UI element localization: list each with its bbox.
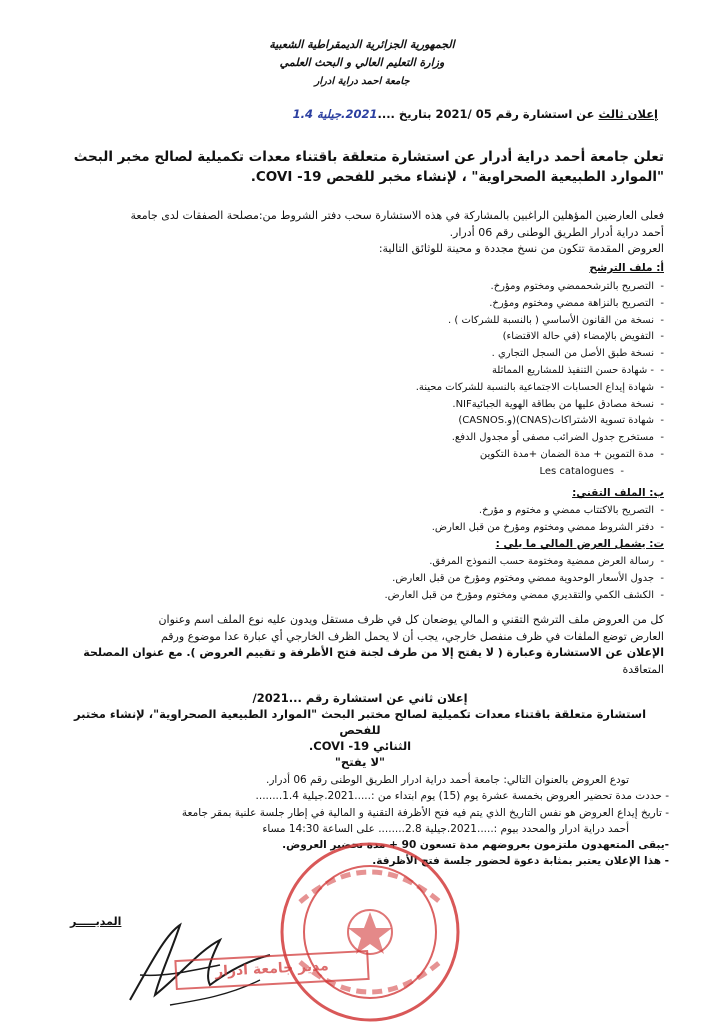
list-item: -نسخة من القانون الأساسي ( بالنسبة للشركات ) .	[448, 314, 664, 326]
section-b-list	[264, 503, 664, 537]
deadline-line: -يبقى المتعهدون ملتزمون بعروضهم مدة تسعون 90 + مدة تحضير العروض.	[282, 839, 669, 852]
second-notice	[60, 690, 660, 770]
deadline-line: أحمد دراية ادرار والمحدد بيوم :.....2021.جيلية 2.8........ على الساعة 14:30 مساء	[262, 822, 629, 835]
list-item: -مستخرج جدول الضرائب مصفى أو مجدول الدفع.	[451, 432, 664, 444]
deadline-line: تودع العروض بالعنوان التالي: جامعة أحمد دراية ادرار الطريق الوطنى رقم 06 أدرار.	[266, 774, 629, 786]
header-university: جامعة احمد دراية ادرار	[314, 76, 410, 87]
conditions-paragraph	[54, 208, 664, 258]
list-item: -مدة التموين + مدة الضمان +مدة التكوين	[479, 448, 664, 460]
do-not-open-label: "لا يفتح"	[334, 755, 386, 770]
header-republic: الجمهورية الجزائرية الديمقراطية الشعبية	[269, 38, 455, 51]
envelopes-line: الإعلان عن الاستشارة وعبارة ( لا يفتح إلا من طرف لجنة فتح الأظرفة و تقييم العروض ). مع عنوان المصلحة	[83, 646, 664, 659]
conditions-line: فعلى العارضين المؤهلين الراغبين بالمشاركة في هذه الاستشارة سحب دفتر الشروط من:مصلحة الصفقات لدى جامعة	[130, 209, 664, 222]
list-item: -رسالة العرض ممضية ومختومة حسب النموذج المرفق.	[429, 556, 664, 567]
director-stamp-text: مدير جامعة ادرار	[214, 958, 330, 980]
section-c-title: ت: يشمل العرض المالي ما يلي :	[495, 538, 664, 550]
header-ministry: وزارة التعليم العالي و البحث العلمي	[279, 56, 445, 69]
announcement-label: إعلان ثالث	[598, 107, 658, 121]
handwritten-date: 2021.جيلية 1.4	[292, 107, 378, 121]
announcement-text: عن استشارة رقم 05 /2021 بتاريخ ....	[377, 107, 599, 121]
announcement-title	[68, 107, 658, 121]
list-item: -شهادة تسوية الاشتراكات(CNAS)(و.CASNOS)	[458, 415, 664, 427]
list-item: -جدول الأسعار الوحدوية ممضي ومختوم ومؤرخ من قبل العارض.	[392, 572, 664, 584]
intro-paragraph: تعلن جامعة أحمد دراية أدرار عن استشارة متعلقة باقتناء معدات تكميلية لصالح مخبر البحث "الموارد الطبيعية الصحراوية" ، لإنشاء مخبر للفحص 19- COVI.	[73, 149, 664, 185]
list-item: -- شهادة حسن التنفيذ للمشاريع المماثلة	[491, 364, 664, 376]
list-item: -التصريح بالنزاهة ممضي ومختوم ومؤرخ.	[489, 297, 664, 309]
deadline-line: - هذا الإعلان يعتبر بمثابة دعوة لحضور جلسة فتح الأظرفة.	[372, 855, 669, 868]
envelopes-paragraph	[54, 612, 664, 678]
list-item: -Les catalogues	[539, 465, 624, 477]
list-item: -التصريح بالاكتتاب ممضي و مختوم و مؤرخ.	[478, 505, 664, 516]
second-notice-title: إعلان ثاني عن استشارة رقم ...2021/	[252, 691, 468, 705]
list-item: -نسخة طبق الأصل من السجل التجاري .	[491, 348, 664, 360]
official-round-stamp	[270, 832, 470, 1032]
envelopes-line: المتعاقدة	[622, 662, 664, 676]
list-item: -شهادة إيداع الحسابات الاجتماعية بالنسبة للشركات محينة.	[415, 381, 664, 393]
deadline-line: - حددت مدة تحضير العروض بخمسة عشرة يوم (15) يوم ابتداء من :.....2021.جيلية 1.4........	[255, 790, 669, 803]
section-a-title: أ: ملف الترشح	[589, 262, 664, 274]
list-item: -التصريح بالترشحممضي ومختوم ومؤرخ.	[490, 281, 664, 292]
list-item: -الكشف الكمي والتقديري ممضي ومختوم ومؤرخ من قبل العارض.	[384, 589, 664, 601]
second-notice-subject-cont: الثنائي 19- COVI.	[308, 739, 412, 754]
second-notice-subject: استشارة متعلقة باقتناء معدات تكميلية لصالح مختبر البحث "الموارد الطبيعية الصحراوية"، لإنشاء مختبر للفحص	[73, 707, 647, 738]
manager-title: المديـــــر	[70, 915, 122, 928]
envelopes-line: كل من العروض ملف الترشح التقني و المالي يوضعان كل في ظرف مستقل ويدون عليه نوع الملف اسم وعنوان	[158, 613, 664, 626]
conditions-line: العروض المقدمة تتكون من نسخ مجددة و محينة للوثائق التالية:	[378, 242, 664, 255]
list-item: -نسخة مصادق عليها من بطاقة الهوية الجبائيةNIF.	[452, 398, 664, 410]
conditions-line: أحمد دراية أدرار الطريق الوطنى رقم 06 أدرار.	[449, 225, 664, 239]
list-item: -دفتر الشروط ممضي ومختوم ومؤرخ من قبل العارض.	[431, 521, 664, 533]
envelopes-line: العارض توضع الملفات في ظرف منفصل خارجي، يجب أن لا يحمل الظرف الخارجي أي عبارة عدا موضوع ورقم	[160, 629, 664, 643]
section-a-list	[264, 279, 664, 481]
list-item: -التفويض بالإمضاء (في حالة الاقتضاء)	[502, 331, 664, 343]
section-b-title: ب: الملف التقني:	[572, 487, 664, 499]
section-c-list	[264, 554, 664, 604]
deadline-line: - تاريخ إيداع العروض هو نفس التاريخ الذي يتم فيه فتح الأظرفة التقنية و المالية في إطار جلسة علنية بمقر جامعة	[181, 806, 669, 819]
